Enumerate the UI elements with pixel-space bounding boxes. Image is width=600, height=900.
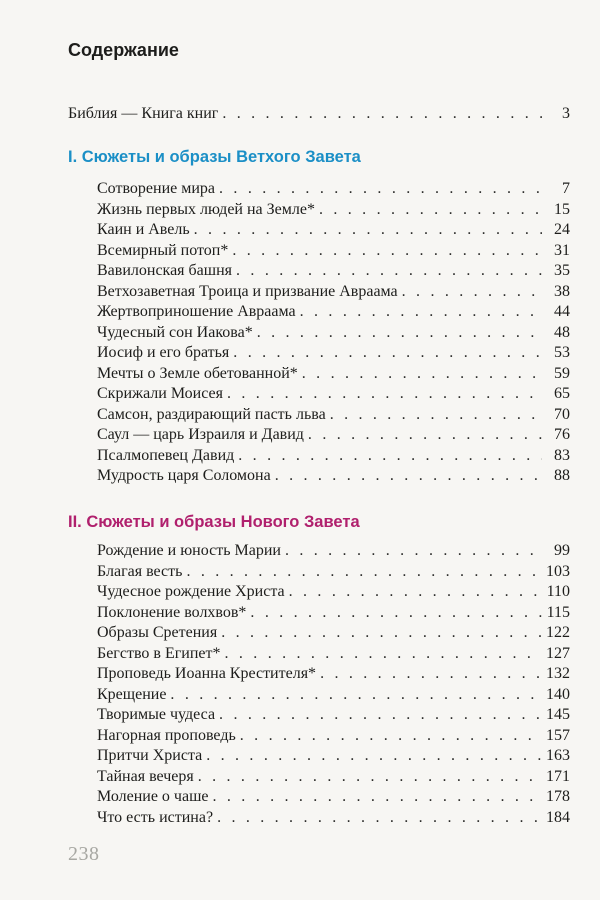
toc-entry-page: 7: [562, 180, 570, 197]
page-number: 238: [68, 843, 100, 865]
toc-entry: [97, 282, 570, 302]
toc-entry-title: Вавилонская башня: [97, 262, 233, 279]
toc-leader-dots: [219, 179, 542, 199]
toc-leader-dots: [402, 282, 542, 302]
toc-entry-title: Каин и Авель: [97, 221, 190, 238]
toc-entry: [97, 364, 570, 384]
toc-entry-page: 70: [554, 405, 570, 423]
toc-entry-title: Самсон, раздирающий пасть льва: [97, 405, 326, 423]
toc-entry-page: 99: [554, 542, 570, 559]
toc-leader-dots: [250, 603, 542, 623]
toc-entry-page: 35: [554, 262, 570, 279]
toc-entry-page: 157: [546, 726, 570, 744]
toc-leader-dots: [194, 220, 542, 240]
toc-entry-title: Чудесный сон Иакова*: [97, 323, 253, 341]
toc-entry-title: Тайная вечеря: [97, 767, 194, 785]
toc-entry-page: 127: [546, 644, 570, 662]
toc-entry-title: Жизнь первых людей на Земле*: [97, 200, 315, 218]
toc-entry-page: 171: [546, 767, 570, 785]
toc-leader-dots: [330, 405, 542, 425]
toc-entry-page: 122: [546, 624, 570, 641]
toc-entry-title: Скрижали Моисея: [97, 385, 223, 402]
toc-leader-dots: [285, 541, 542, 561]
toc-leader-dots: [257, 323, 542, 343]
toc-entry: [97, 582, 570, 602]
toc-entry-intro: [68, 104, 570, 124]
toc-entry-page: 31: [554, 241, 570, 259]
toc-entry-title: Чудесное рождение Христа: [97, 583, 285, 600]
toc-entry-page: 163: [546, 747, 570, 764]
toc-leader-dots: [186, 562, 542, 582]
toc-entry-title: Библия — Книга книг: [68, 105, 219, 122]
toc-entry: [97, 664, 570, 684]
toc-entry-title: Проповедь Иоанна Крестителя*: [97, 665, 317, 682]
toc-entry-title: Поклонение волхвов*: [97, 603, 247, 621]
toc-entry-page: 76: [554, 426, 570, 443]
toc-entry-page: 83: [554, 446, 570, 464]
toc-entry-title: Что есть истина?: [97, 808, 214, 826]
toc-entry: [97, 705, 570, 725]
toc-entry-page: 38: [554, 282, 570, 300]
toc-entry-page: 53: [554, 344, 570, 361]
toc-entry-page: 88: [554, 467, 570, 484]
toc-entry: [97, 603, 570, 623]
toc-leader-dots: [222, 104, 542, 124]
toc-entry: [97, 179, 570, 199]
toc-entry-page: 145: [546, 706, 570, 723]
toc-leader-dots: [206, 746, 542, 766]
toc-entry: [97, 746, 570, 766]
toc-entry-title: Образы Сретения: [97, 624, 218, 641]
toc-entry: [97, 343, 570, 363]
toc-leader-dots: [302, 364, 542, 384]
toc-entry: [97, 405, 570, 425]
toc-entry: [97, 623, 570, 643]
toc-entry-page: 184: [546, 808, 570, 826]
toc-entry: [97, 241, 570, 261]
toc-entry: [97, 541, 570, 561]
section-title-old-testament: I. Сюжеты и образы Ветхого Завета: [68, 148, 361, 166]
toc-entry-page: 103: [546, 562, 570, 580]
toc-leader-dots: [275, 466, 542, 486]
toc-leader-dots: [219, 705, 542, 725]
toc-entry-page: 24: [554, 221, 570, 238]
toc-entry: [97, 644, 570, 664]
toc-entry: [97, 220, 570, 240]
toc-entry-page: 65: [554, 385, 570, 402]
toc-entry-page: 44: [554, 303, 570, 320]
toc-entry-page: 132: [546, 665, 570, 682]
toc-entry-title: Саул — царь Израиля и Давид: [97, 426, 304, 443]
toc-leader-dots: [170, 685, 542, 705]
toc-leader-dots: [227, 384, 542, 404]
toc-entry: [97, 323, 570, 343]
toc-entry: [97, 425, 570, 445]
toc-leader-dots: [308, 425, 542, 445]
toc-leader-dots: [289, 582, 542, 602]
toc-entry: [97, 562, 570, 582]
toc-entry: [97, 446, 570, 466]
toc-entry-title: Ветхозаветная Троица и призвание Авраама: [97, 282, 398, 300]
toc-entry-page: 59: [554, 364, 570, 382]
toc-entry-title: Творимые чудеса: [97, 706, 216, 723]
page-title: Содержание: [68, 40, 179, 60]
toc-entry: [97, 685, 570, 705]
toc-entry-title: Сотворение мира: [97, 180, 216, 197]
toc-entry: [97, 384, 570, 404]
toc-entry-page: 115: [546, 603, 570, 621]
toc-leader-dots: [198, 767, 542, 787]
toc-leader-dots: [232, 241, 542, 261]
toc-leader-dots: [236, 261, 542, 281]
toc-entry-title: Жертвоприношение Авраама: [97, 303, 296, 320]
toc-entry-title: Благая весть: [97, 562, 183, 580]
toc-entry-title: Всемирный потоп*: [97, 241, 229, 259]
toc-leader-dots: [225, 644, 543, 664]
toc-leader-dots: [221, 623, 542, 643]
toc-entry-title: Бегство в Египет*: [97, 644, 221, 662]
toc-entry-title: Иосиф и его братья: [97, 344, 230, 361]
toc-entry: [97, 200, 570, 220]
toc-entry-title: Рождение и юность Марии: [97, 542, 281, 559]
toc-entry-title: Мечты о Земле обетованной*: [97, 364, 298, 382]
toc-leader-dots: [300, 302, 542, 322]
toc-entry: [97, 261, 570, 281]
toc-entry-page: 48: [554, 323, 570, 341]
toc-entry-page: 110: [546, 583, 570, 600]
toc-leader-dots: [213, 787, 543, 807]
toc-entry-title: Притчи Христа: [97, 747, 203, 764]
toc-leader-dots: [217, 808, 542, 828]
toc-leader-dots: [238, 446, 542, 466]
toc-entry-title: Мудрость царя Соломона: [97, 467, 271, 484]
toc-entry: [97, 787, 570, 807]
toc-leader-dots: [233, 343, 542, 363]
section-title-new-testament: II. Сюжеты и образы Нового Завета: [68, 513, 360, 531]
toc-entry: [97, 466, 570, 486]
toc-entry-title: Нагорная проповедь: [97, 726, 236, 744]
toc-entry-page: 15: [554, 200, 570, 218]
toc-entry-title: Псалмопевец Давид: [97, 446, 235, 464]
toc-entry-title: Крещение: [97, 685, 167, 703]
toc-entry-title: Моление о чаше: [97, 788, 209, 805]
toc-entry: [97, 726, 570, 746]
toc-leader-dots: [319, 200, 542, 220]
toc-entry-page: 178: [546, 788, 570, 805]
toc-leader-dots: [320, 664, 542, 684]
toc-entry: [97, 302, 570, 322]
toc-entry: [97, 767, 570, 787]
toc-leader-dots: [240, 726, 542, 746]
toc-entry-page: 140: [546, 685, 570, 703]
toc-entry: [97, 808, 570, 828]
toc-entry-page: 3: [562, 105, 570, 122]
